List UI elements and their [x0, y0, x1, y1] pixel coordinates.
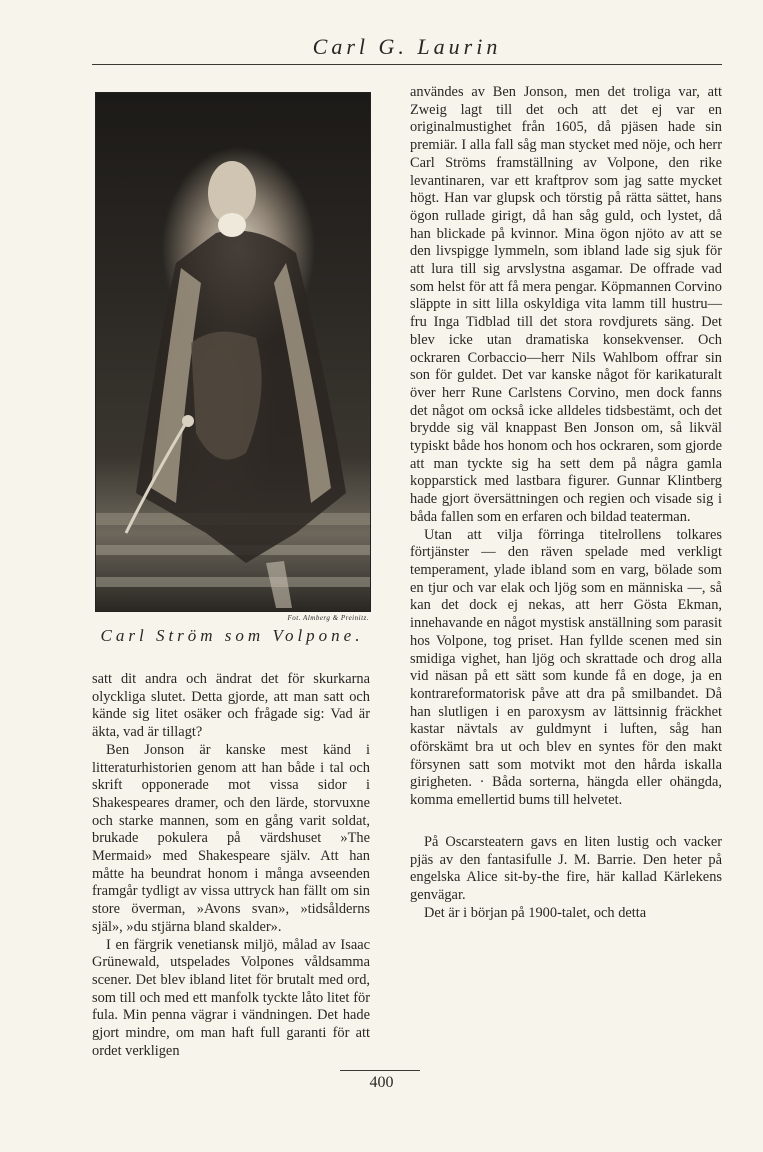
- volpone-photograph: [95, 92, 371, 612]
- paragraph: Utan att vilja förringa titelrollens tolkares förtjänster — den räven spelade med verkligt temperament, ylade ibland som en varg, bölade som en tjur och var elak och ljög som en människa —, så kan det dock ej nekas, att herr Gösta Ekman, innehavande en något mystisk anställning som parasit hos Volpone, tog priset. Han fyllde scenen med sin smidiga vighet, han ljög och skrattade och drog alla vid näsan på ett sätt som kunde få en doge, ja en kontrareformatorisk påve att dra på smilbandet. Då han slutligen i en paroxysm av lättsinnig fräckhet kastar nävtals av guldmynt i luften, såg han oförskämt bra ut och blev en syntes för den makt försynen satt som motvikt mot den hårda iskalla girigheten. · Båda sorterna, hängda eller ohängda, komma emellertid bums till helvetet.: [410, 526, 722, 809]
- paragraph: I en färgrik venetiansk miljö, målad av Isaac Grünewald, utspelades Volpones våldsamma scener. Det blev ibland litet för brutalt med ord, som till och med ett manfolk tyckte låto litet för fula. Min penna vägrar i vändningen. Det hade gjort mindre, om man haft full garanti för att ordet verkligen: [92, 936, 370, 1059]
- photograph-illustration: [96, 93, 370, 611]
- right-text-column: [410, 84, 722, 922]
- page-number: 400: [369, 1074, 394, 1091]
- page-number-rule: [340, 1070, 420, 1071]
- paragraph: användes av Ben Jonson, men det troliga var, att Zweig lagt till det och att det ej var en originalmustighet från 1605, då pjäsen hade sin premiär. I alla fall såg man stycket med nöje, och herr Carl Ströms framställning av Volpone, den rike levantinaren, var ett kraftprov som jag satte mycket högt. Han var glupsk och törstig på rätta sättet, hans ögon rullade girigt, då han såg guld, och lystet, då han blickade på kvinnor. Mina ögon njöto av att se den livspigge lymmeln, som ibland lade sig sjuk för att lura till sig arvslystna asgamar. De offrade vad som helst för att få mera pengar. Köpmannen Corvino släppte in sitt lilla oskyldiga vita lamm till hustru—fru Inga Tidblad till det stora rovdjurets säng. Det blev icke utan dramatiska konsekvenser. Och ockraren Corbaccio—herr Nils Wahlbom offrar sin son för guldet. Det var kanske något för karikaturalt över herr Rune Carlstens Corvino, men dock fanns det något om också icke alldeles tidsbestämt, och det brydde sig väl knappast Ben Jonson om, så likväl typiskt både hos honom och hos ockraren, som gjorde att man tyckte sig ha sett dem på några gamla kopparstick med lastbara figurer. Gunnar Klintberg hade gjort översättningen och regien och visade sig i båda fallen som en erfaren och bildad teaterman.: [410, 84, 722, 525]
- running-header: Carl G. Laurin: [312, 34, 502, 59]
- paragraph: satt dit andra och ändrat det för skurkarna olyckliga slutet. Detta gjorde, att man satt och kände sig litet osäker och frågade sig: Vad är äkta, vad är tillagt?: [92, 671, 370, 741]
- paragraph: Det är i början på 1900-talet, och detta: [424, 904, 647, 921]
- paragraph: På Oscarsteatern gavs en liten lustig och vacker pjäs av den fantasifulle J. M. Barrie. Den heter på engelska Alice sit-by-the fire, här kallad Kärlekens genvägar.: [410, 833, 722, 903]
- header-rule: [92, 64, 722, 65]
- photo-credit: Fot. Almberg & Preinitz.: [287, 614, 369, 622]
- left-text-column: [92, 671, 370, 1060]
- paragraph: Ben Jonson är kanske mest känd i litteraturhistorien genom att han både i tal och skrift opponerade mot vissa sidor i Shakespeares dramer, och den lärde, storvuxne och starke mannen, som en gång varit soldat, brukade pokulera på värdshuset »The Mermaid» med Shakespeare själv. Att han måtte ha beundrat honom i många avseenden framgår tydligt av vissa uttryck han fällt om sin store överman, »Avons svan», »tidsålderns själ», »du stjärna bland skalder».: [92, 741, 370, 935]
- photo-caption: Carl Ström som Volpone.: [100, 626, 364, 645]
